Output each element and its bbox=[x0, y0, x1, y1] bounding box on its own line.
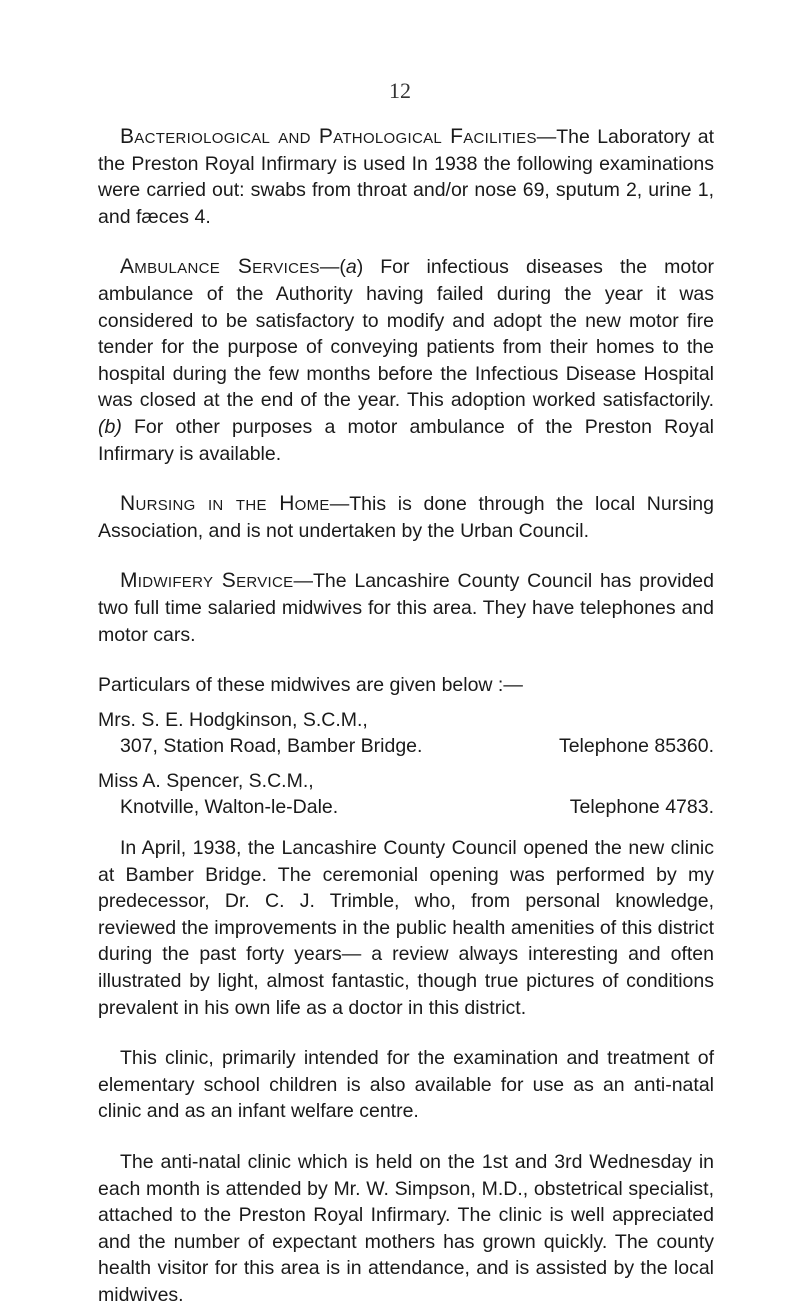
section-text: For other purposes a motor ambulance of the Preston Royal Infirmary is available. bbox=[98, 415, 714, 465]
midwife-address: Knotville, Walton-le-Dale. bbox=[120, 796, 339, 819]
section-ambulance bbox=[98, 254, 714, 467]
midwife-entry bbox=[98, 707, 714, 760]
section-heading: Bacteriological and Pathological Facilities bbox=[120, 125, 537, 148]
midwife-telephone: Telephone 4783. bbox=[569, 796, 714, 819]
paragraph-clinic-purpose: This clinic, primarily intended for the examination and treatment of elementary school children is also available for use as an anti-natal clinic and as an infant welfare centre. bbox=[98, 1047, 714, 1123]
particulars-intro: Particulars of these midwives are given below :— bbox=[98, 674, 523, 697]
paragraph-anti-natal: The anti-natal clinic which is held on the 1st and 3rd Wednesday in each month is attended by Mr. W. Simpson, M.D., obstetrical specialist, attached to the Preston Royal Infirmary. The clinic is well appreciated and the number of expectant mothers has grown quickly. The county health visitor for this area is in attendance, and is assisted by the local midwives. bbox=[98, 1151, 714, 1306]
section-bacteriological bbox=[98, 124, 714, 230]
midwife-address: 307, Station Road, Bamber Bridge. bbox=[120, 735, 423, 758]
section-text: ) For infectious diseases the motor ambulance of the Authority having failed during the year it was considered to be satisfactory to modify and adopt the new motor fire tender for the purpose of conveying patients from their homes to the hospital during the few months before the Infectious Disease Hospital was closed at the end of the year. This adoption worked satisfactorily. bbox=[98, 256, 714, 412]
page-number: 12 bbox=[389, 78, 411, 103]
item-letter: (b) bbox=[98, 415, 122, 438]
item-letter: a bbox=[345, 256, 357, 279]
section-text: —The Laboratory at the Preston Royal Infirmary is used In 1938 the following examinations were carried out: swabs from throat and/or nose 69, sputum 2, urine 1, and fæces 4. bbox=[98, 126, 714, 228]
document-body bbox=[98, 124, 714, 1309]
section-heading: Ambulance Services bbox=[120, 255, 320, 279]
midwife-details bbox=[98, 733, 714, 760]
midwife-details bbox=[98, 794, 714, 821]
midwife-entry bbox=[98, 768, 714, 821]
midwife-telephone: Telephone 85360. bbox=[558, 735, 714, 758]
midwife-name: Mrs. S. E. Hodgkinson, S.C.M., bbox=[98, 708, 368, 731]
section-heading: Nursing in the Home bbox=[120, 492, 330, 516]
paragraph-clinic-opening: In April, 1938, the Lancashire County Council opened the new clinic at Bamber Bridge. The ceremonial opening was performed by my predecessor, Dr. C. J. Trimble, who, from personal knowledge, reviewed the improvements in the public health amenities of this district during the past forty years— a review always interesting and often illustrated by light, almost fantastic, though true pictures of conditions prevalent in his own life as a doctor in this district. bbox=[98, 837, 714, 1019]
section-text: —The Lancashire County Council has provided two full time salaried midwives for this area. They have telephones and motor cars. bbox=[98, 570, 714, 646]
section-nursing bbox=[98, 491, 714, 544]
section-text: —( bbox=[319, 256, 346, 279]
section-text: —This is done through the local Nursing Association, and is not undertaken by the Urban Council. bbox=[98, 493, 714, 542]
section-midwifery bbox=[98, 568, 714, 648]
section-heading: Midwifery Service bbox=[120, 569, 294, 593]
midwife-name: Miss A. Spencer, S.C.M., bbox=[98, 769, 314, 792]
